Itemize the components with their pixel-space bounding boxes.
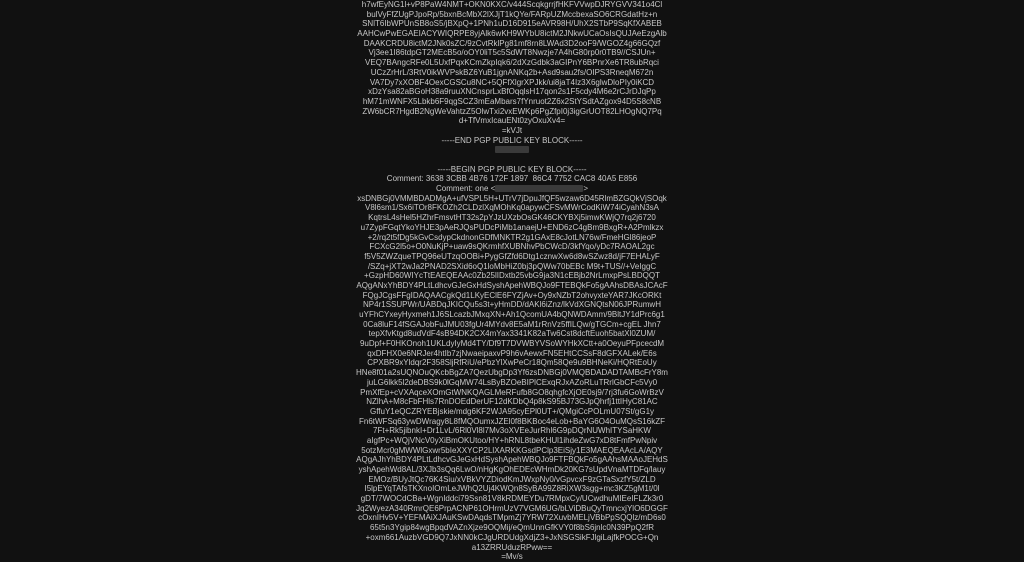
key-line: =kVJt [501, 125, 523, 135]
key-line: I5lpEYqTAfsTKXnoIOmLeJWhQ2Uj4KWQn8SyBA99Z8RiXW3sgg+mc3KZ5gM1t/0l [364, 484, 660, 494]
key-line: DAAKCRDU8ictM2JNk0sZC/9zCvtRklPg81mf8rn8LWAd3D2ooF9/WGOZ4g66GQzf [363, 38, 661, 48]
key-line: CPXBR9xYldqr2F358SljRfRiU/ePbzYlXwPeCr18Qm58Qe9u9BHNeKi/HQRtEoUy [367, 358, 657, 368]
key-line: GffuY1eQCZRYEBjskie/mdg6KF2WJA95cyEPl0UT+/QMgiCcPOLmU07St/gG1y [369, 406, 655, 416]
key-line: +2/rq2t5fDg5kGvCsdypCkdnonGDfMNKTR2g1GAxE8cJotLN76w/FmeHGl86jeoP [367, 232, 657, 242]
key-line: qxDFHX0e6NRJer4htIb7zjNwaeipaxvP9h6vAewxFN5EHtCCSsF8dGFXALek/E6s [367, 348, 657, 358]
key-line: 7Ft+Rk5jibnkI+Dr1LvL/6Rl0Vl8l7Mv3oXVEeJurRhl6G9pDQrNUWhITYSaHKW [373, 426, 651, 436]
redacted-email [495, 185, 583, 192]
key-line: NP4r1SSUPWr/UABDqJKICQu5s3t+yHmDD/dAKl6iZnz/lkVdXGNQtsN06JPRumwH [363, 300, 661, 310]
key-line: 65t5n3Ygip84wgBpqdVAZnXjze9OQMij/eQmUnnGfKVY0f8bS6jnlc0N39PpQ2fR [369, 523, 654, 533]
key-line: uYFhCYxeyHyxmeh1J6SLcazbJMxqXN+Ah1QcomUA4bQNWDAmm/9BltJY1dPrc6g1 [359, 310, 665, 319]
key-line: SNlT6IbWPUnSB8oS5/jBXpQ+1PNh1uD16D915eAVR98H/UhX2STbP9SqKfXABEB [362, 19, 662, 29]
key-line: AAHCwPwEGAEIACYWIQRPE8yjAlk6wKH9WYbU8ictM2JNkwUCaOsIsQUJAeEzgAlb [357, 29, 667, 39]
key-line: u7ZypFGqtYkoYHJE3pAeRJQsPUDcPiMb1anaejU+END6zC4gBm9BxgR+A2Pmlkzx [360, 222, 664, 232]
key-line: HNe8f01a2sUQNOuQKcbBgZA7QezUbgDp3Yf6zsDNBGj0VMQBDADADTAMBcFrY8m [356, 368, 668, 378]
key-line: xDzYsa82aBGoH38a9ruuXNCnsprLxBfOqqlsH17qon2s1F5cdy4M6e2rCJrDJqPp [368, 87, 656, 97]
key-line: =Mv/s [501, 552, 523, 562]
key-line: UCzZrHrL/3RtV0ikWVPskBZ6YuB1jgnANKq2b+Asd9sau2fs/OIPS3RneqM672n [370, 67, 654, 77]
key-line: AQgANxYhBDY4PLtLdhcvGJeGxHdSyshApehWBQJo9FTEBQkFo5gAAhsDBAsJCAcF [356, 280, 668, 290]
key-line: VA7Dy7xXOBF4OexCGSCu8NC+5QFfXlgrXPJkk/ui8jaT4Iz3X6glwDloPIy0iKCD [369, 77, 655, 87]
key-line: xsDNBGj0VMMBDADMgA+ufVSPL5H+UTrV7jDpuJfQF5wzaw6D45RlmBZGQkVjSOqk [357, 193, 667, 203]
key-line: AQgAJhYhBDY4PLtLdhcvGJeGxHdSyshApehWBQJo9FTFBQkFo5gAAhsMAAoJEHdS [356, 455, 668, 465]
key-line: juLG6lkk5l2deDBS9k0lGqMW74LsByBZOeBIPlCExqRJxAZoRLuTRrlGbCFc5Vy0 [366, 377, 658, 387]
key-block-1 [0, 0, 1024, 155]
key-line: a13ZRRUduzRPww== [471, 542, 553, 552]
comment-fingerprint: Comment: 3638 3CBB 4B76 172F 1897 86C4 7752 CAC8 40A5 E856 [386, 174, 638, 184]
key-line: KqtrsL4sHel5HZhrFmsvtHT32s2pYJzUXzbOsGK46CKYBXj5imwKWjQ7rq2j6720 [368, 213, 656, 223]
redacted-gap [0, 145, 1024, 155]
key-line: 0Ca8luF14fSGAJobFuJMU03fgUr4MYdv8E5aM1rRnVz5ffILQw/gTGCm+cgEL Jhn7 [363, 319, 661, 329]
key-line: PmXfEp+cVXAqceXOmGtWNKQAGLMeRFufb8GO8qhgfcXjOE0sj9/7rj3fu6GoWrBzV [360, 387, 664, 397]
key-line: 5otzMcr0gMWWlGxwr5bIeXXYCP2LlXARKKGsdPClp3EiSjy1E3MAEQEAAcLA/AQY [361, 445, 663, 455]
key-line: /SZq+jXT2wJa2PNAD2SXid6oQ1loMbHiZ0bj3pQWw70bEBc M9t+TUS//+VeIggC [367, 261, 657, 271]
key-line: 9uDpf+F0HKOnoh1UKLdyIyMd4TY/Df9T7DVWBYVSoWYHkXCtt+a0OeyuPFpcecdM [359, 339, 665, 349]
key-line: V8l6sm1/Sx6iTOr8FKOZh2CLDzlXqMOhKq0apywCFSvMWrCodKiW74iCyahN3sA [364, 203, 660, 213]
comment-email-line [0, 184, 1024, 194]
key-line: EMOz/BUyJtQc76K4Siu/xVBkVYZDiodKmJWxpNy0/vGpvcxF9zGTaSxzfY5t/ZLD [368, 474, 656, 484]
key-line: ZW6bCR7HgdB2NgWeVahtzZ5OlwTxi2vxEWKp6PgZfpI0j3igGrUOT82LHOgNQ7Pq [362, 106, 662, 116]
key-line: cOxnIHv5V+YEFMAiXJAuKSwDAqdsTMpmZj7YRW72XuvbMELjVBbPpSQQlz/mD6s0 [358, 513, 666, 523]
comment-prefix: Comment: one < [435, 184, 496, 194]
key-line: VEQ7BAngcRFe0L5UxfPqxKCmZkpIqk6/2dXzGdbk3aGIPnY6BPnrXe6TR8ubRqci [365, 58, 659, 68]
key-line: d+TfVmxIcauENt0zyOxuXv4= [458, 116, 566, 126]
comment-suffix: > [583, 184, 589, 194]
key-line: h7wfEyNG1l+vP8PaW4NMT+OKN0KXC/v444ScqkgrrjfHKFVVwpDJRYGVV341o4Cl [361, 0, 663, 9]
key-line: yshApehWd8AL/3XJb3sQq6LwO/nHgKgOhEDEcWHmDk20KG7sUpdVnaMTDFq/lauy [358, 465, 666, 474]
key-line: hM71mWNFX5Lbkb6F9qgSCZ3mEaMbars7fYnruot2Z6x2StYSdtAZgox94D5S8cNB [362, 96, 662, 106]
key-line: FQgJCgsFFgIDAQAACgkQd1LKyEClE6FYZjAv+Oy9xNZbT2ohvyxteYAR7JKcORKt [362, 290, 662, 300]
spacer-line [0, 155, 1024, 165]
key-line: Jq2WyezA340RmrQE6PrpACNP61OHrmUzV7VGM6UG/bLViDBuQyTmncxjYlO6DGGF [356, 503, 668, 513]
key-line: NZlhA+M8cFbFHls7RnDOEdDerUF12dKDbQ4p8kS95BJ73GJpQhrfj1ttIHyC81AC [366, 397, 658, 407]
key-line: tepXfvKtgd8udVdF4sB94DK2CX4mYax3341K82aTw6Cst8dcftEuoh5batXl0ZUM/ [368, 329, 656, 339]
key-line: +oxm661AuzbVGD9Q7JxNN0kCJgURDUdgXdjZ3+JxNSGSikFJlgiLajfkPOCG+Qn [365, 532, 659, 542]
end-key-footer: -----END PGP PUBLIC KEY BLOCK----- [441, 135, 583, 145]
redacted-block [495, 146, 529, 153]
key-line: gDT/7WOCdCBa+WgnIddci79Ssn81V8kRDMEYDu7RMpxCy/UCwdhuMIEeIFLZk3r0 [360, 494, 664, 504]
key-line: aIgfPc+WQjVNcV0yXiBmOKUtoo/HY+hRNL8tbeKHUl1ihdeZwG7xD8tFmfPwNpiv [366, 435, 658, 445]
key-line: +GzpHD60WIYcTtEAEQEAAc0Zb25lIDxtb25vbG9ja3N1cEBjb2NrLmxpPsLBDQQT [364, 271, 660, 281]
key-line: f5V5ZWZqueTPQ96eUTzqOOBi+PygGfZfd6Dtg1cznwXw6d8wSZwz8d/jF7EHALyF [364, 251, 660, 261]
key-line: bulVyFfZUgPJpoRp/5bxnBcMbX2lXJjT1kQYe/FARpUZMccbexaSO6CRGdatHz+n [366, 9, 658, 19]
key-line: Vj3ee1I86tdpGT2MEcB5o/oOY0liT5c5SdWT8Nwzje7A4hG80rp0r0TB9//CSJUn+ [368, 48, 656, 58]
key-line: FCXcG2l5o+O0NuKjP+uaw9sQKrmhfXUBNhvPbCWcD/3kfYqo/yDc7RAOAL2gc [369, 242, 655, 252]
begin-key-header: -----BEGIN PGP PUBLIC KEY BLOCK----- [437, 164, 587, 174]
key-line: Fn6tWFSq63ywDWragy8L8fMQOumxJZEl0f8BKBoc4eLob+BaYG6O4OuMQsS16kZF [359, 416, 665, 426]
key-block-2 [0, 194, 1024, 562]
